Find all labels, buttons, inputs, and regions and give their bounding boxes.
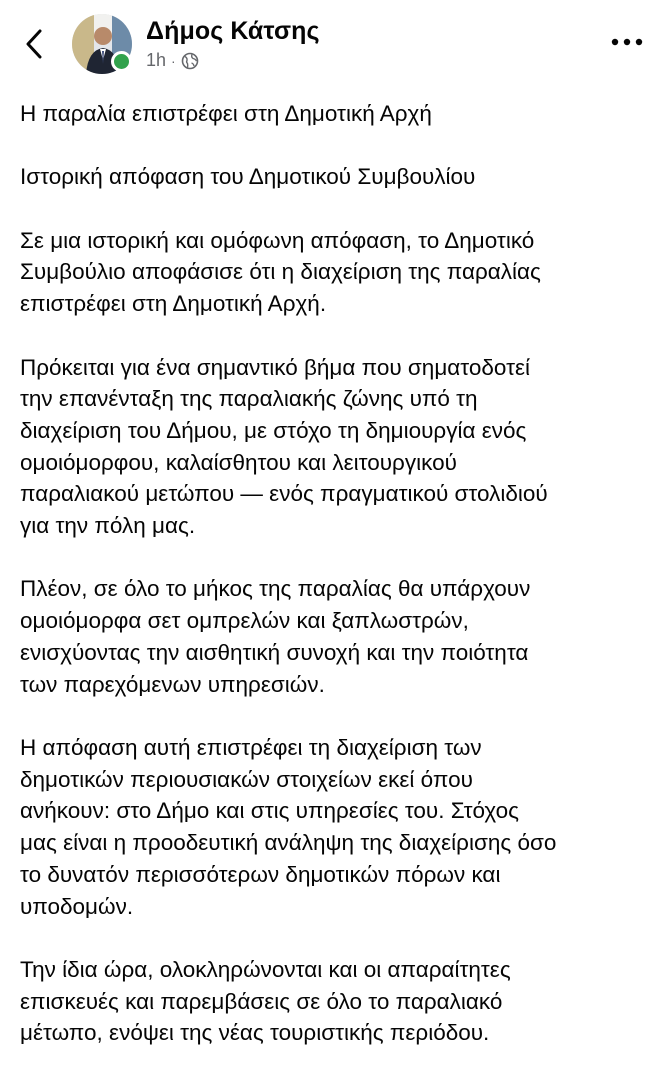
meta-separator: ·	[171, 52, 176, 69]
globe-icon[interactable]	[181, 52, 199, 70]
post-paragraph: Πρόκειται για ένα σημαντικό βήμα που σηματοδοτεί την επανένταξη της παραλιακής ζώνης υπό τη διαχείριση του Δήμου, με στόχο τη δημιουργία ενός ομοιόμορφου, καλαίσθητου και λειτουργικού παραλιακού μετώπου — ενός πραγματικού στολιδιού για την πόλη μας.	[20, 354, 548, 539]
author-avatar[interactable]	[72, 14, 132, 74]
more-horizontal-icon	[611, 38, 643, 46]
post-paragraph: Σε μια ιστορική και ομόφωνη απόφαση, το Δημοτικό Συμβούλιο αποφάσισε ότι η διαχείριση της παραλίας επιστρέφει στη Δημοτική Αρχή.	[20, 227, 541, 317]
back-button[interactable]	[18, 26, 50, 62]
post-subtitle: Ιστορική απόφαση του Δημοτικού Συμβουλίου	[20, 164, 476, 190]
post-title: Η παραλία επιστρέφει στη Δημοτική Αρχή	[20, 101, 432, 126]
post-header	[0, 0, 663, 82]
post-meta	[146, 50, 199, 71]
post-paragraph: Η απόφαση αυτή επιστρέφει τη διαχείριση των δημοτικών περιουσιακών στοιχείων εκεί όπου ανήκουν: στο Δήμο και στις υπηρεσίες του. Στόχος μας είναι η προοδευτική ανάληψη της διαχείρισης όσο το δυνατόν περισσότερων δημοτικών πόρων και υποδομών.	[20, 734, 557, 919]
post-text	[20, 98, 650, 1081]
author-name[interactable]: Δήμος Κάτσης	[146, 17, 320, 45]
online-status-dot	[111, 51, 132, 72]
post-paragraph: Την ίδια ώρα, ολοκληρώνονται και οι απαραίτητες επισκευές και παρεμβάσεις σε όλο το παραλιακό μέτωπο, ενόψει της νέας τουριστικής περιόδου.	[20, 956, 511, 1046]
post-paragraph: Πλέον, σε όλο το μήκος της παραλίας θα υπάρχουν ομοιόμορφα σετ ομπρελών και ξαπλωστρών, ενισχύοντας την αισθητική συνοχή και την ποιότητα των παρεχόμενων υπηρεσιών.	[20, 576, 531, 697]
post-time[interactable]: 1h	[146, 50, 167, 70]
more-options-button[interactable]	[609, 30, 645, 54]
chevron-left-icon	[25, 29, 43, 59]
